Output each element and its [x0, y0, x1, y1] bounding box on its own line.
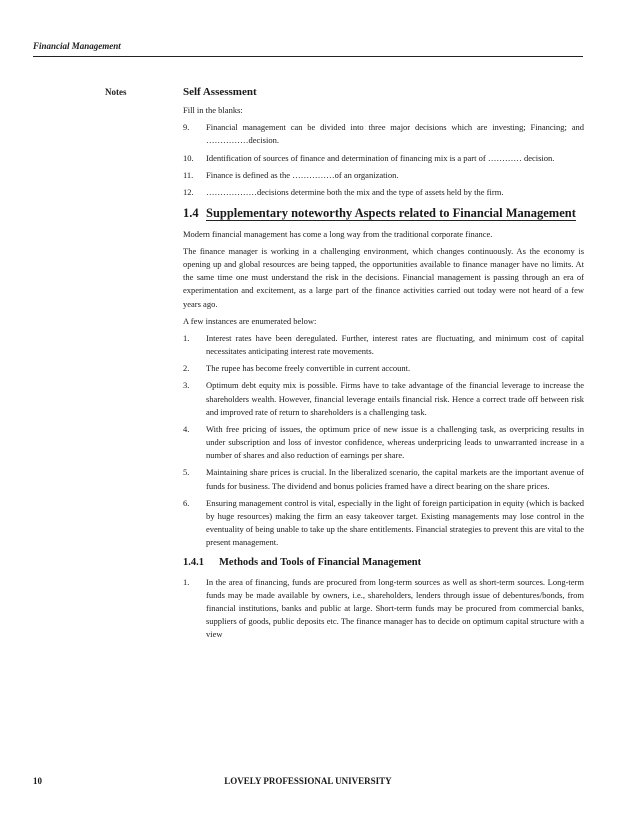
item-number: 1. — [183, 576, 190, 587]
self-assessment-item — [183, 186, 584, 199]
paragraph: A few instances are enumerated below: — [183, 315, 317, 326]
item-text: Identification of sources of finance and determination of financing mix is a part of ………… decision. — [206, 152, 555, 163]
item-number: 4. — [183, 423, 190, 434]
list-item — [183, 576, 584, 642]
subsection-heading — [183, 555, 584, 571]
list-item — [183, 362, 584, 375]
item-text: With free pricing of issues, the optimum price of new issue is a challenging task, as overpricing results in under subscription and loss of investor confidence, whereas underpricing leads to unwarranted increase in a number of shares and also reduction of earnings per share. — [206, 423, 584, 461]
notes-margin-label: Notes — [105, 87, 127, 97]
item-text: Maintaining share prices is crucial. In the liberalized scenario, the capital markets are the important avenue of funds for business. The dividend and bonus policies framed have a direct bearing on the share prices. — [206, 467, 584, 491]
header-title: Financial Management — [33, 41, 121, 51]
item-text: The rupee has become freely convertible in current account. — [206, 363, 411, 374]
item-text: Finance is defined as the ……………of an organization. — [206, 169, 399, 180]
subsection-title: Methods and Tools of Financial Management — [219, 557, 422, 569]
self-assessment-item — [183, 152, 584, 165]
item-text: In the area of financing, funds are procured from long-term sources as well as short-term sources. Long-term funds may be made available by owners, i.e., shareholders, lenders through issue of debentures/bonds, from financial institutions, banks and public at large. Short-term funds may be procured from commercial banks, suppliers of goods, public deposits etc. The finance manager has to decide on optimum capital structure with a view — [206, 576, 584, 640]
self-assessment-title: Self Assessment — [183, 86, 257, 98]
item-text: Financial management can be divided into three major decisions which are investing; Financing; and ……………decision. — [206, 122, 584, 146]
section-title: Supplementary noteworthy Aspects related to Financial Management — [206, 206, 576, 221]
item-number: 5. — [183, 467, 190, 478]
item-number: 3. — [183, 380, 190, 391]
item-number: 2. — [183, 363, 190, 374]
self-assessment-item — [183, 121, 584, 147]
paragraph: Modern financial management has come a long way from the traditional corporate finance. — [183, 228, 493, 239]
list-item — [183, 332, 584, 358]
list-item — [183, 466, 584, 492]
main-content — [183, 84, 584, 646]
item-number: 10. — [183, 152, 194, 163]
item-text: Interest rates have been deregulated. Further, interest rates are fluctuating, and minimum cost of capital necessitates anticipating interest rate movements. — [206, 332, 584, 357]
subsection-number: 1.4.1 — [183, 557, 204, 569]
item-number: 1. — [183, 332, 190, 343]
item-text: Optimum debt equity mix is possible. Firms have to take advantage of the financial leverage to increase the shareholders wealth. However, financial leverage entails financial risk. Hence a correct trade off between risk and improved rate of return to shareholders is a challenging task. — [206, 380, 584, 417]
section-heading — [183, 206, 584, 222]
item-number: 9. — [183, 122, 190, 133]
paragraph: The finance manager is working in a challenging environment, which changes continuously. As the economy is opening up and global resources are being tapped, the opportunities available to finance manager have no limits. At the same time one must understand the risk in the decisions. Financial management is passing through an era of experimentation and excitement, as a large part of the finance activities carried out today were not heard of a few years ago. — [183, 245, 584, 309]
self-assessment-instruction: Fill in the blanks: — [183, 105, 243, 116]
footer-university: LOVELY PROFESSIONAL UNIVERSITY — [224, 776, 392, 786]
section-number: 1.4 — [183, 206, 199, 221]
item-number: 11. — [183, 169, 194, 180]
list-item — [183, 423, 584, 463]
running-header — [33, 36, 583, 57]
item-text: Ensuring management control is vital, especially in the light of foreign participation in equity (which is backed by huge resources) making the firm an easy takeover target. Existing managements may lose control in the eventuality of being unable to take up the share entitlements. Financial strategies to prevent this are vital to the present management. — [206, 497, 584, 548]
self-assessment-item — [183, 169, 584, 182]
list-item — [183, 379, 584, 419]
list-item — [183, 497, 584, 550]
page-number: 10 — [33, 776, 42, 786]
item-text: ………………decisions determine both the mix and the type of assets held by the firm. — [206, 186, 504, 197]
item-number: 12. — [183, 186, 194, 197]
item-number: 6. — [183, 497, 190, 508]
